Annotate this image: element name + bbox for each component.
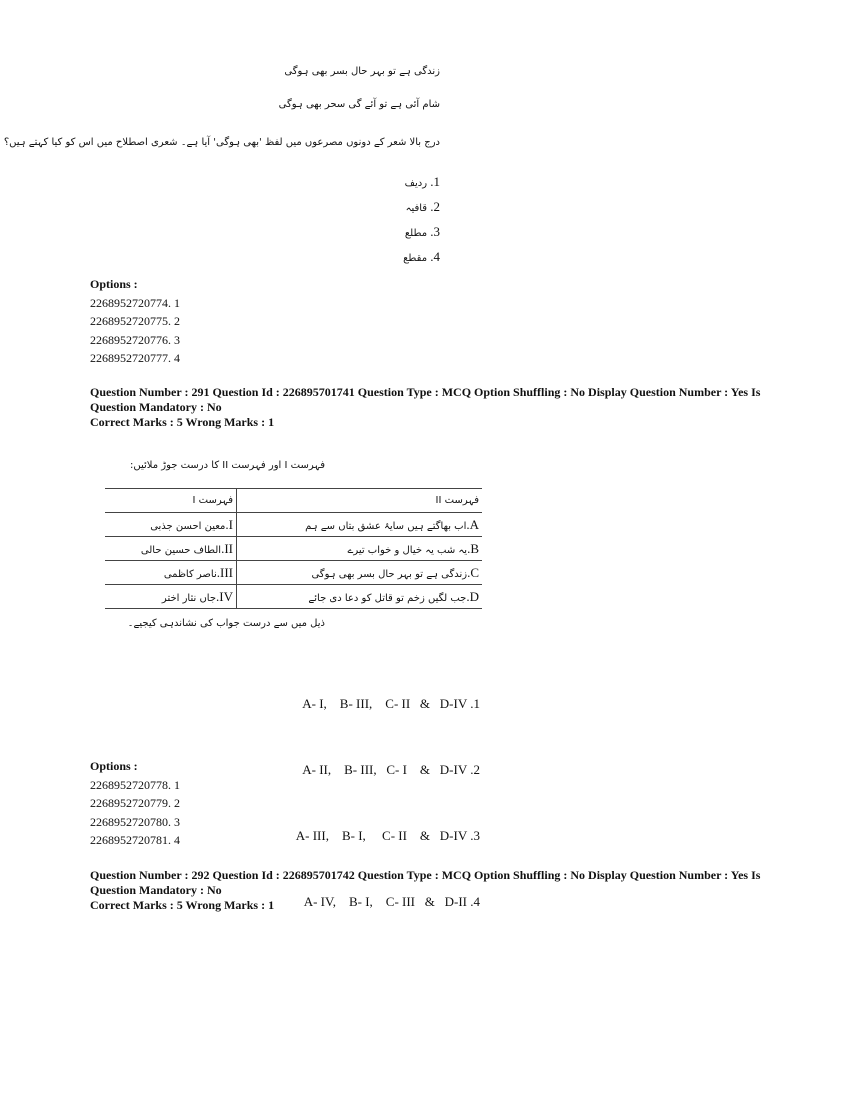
question-marks: Correct Marks : 5 Wrong Marks : 1	[90, 415, 275, 429]
option-item: 2268952720775. 2	[90, 314, 180, 328]
option-item: 2268952720780. 3	[90, 814, 180, 829]
choice: 3. مطلع	[404, 224, 440, 239]
table-row: D.جب لگیں زخم تو قاتل کو دعا دی جائے IV.جاں نثار اختر	[105, 585, 482, 609]
choice: 2. قافیہ	[405, 199, 440, 214]
poem-line-2: شام آئی ہے تو آئے گی سحر بھی ہوگی	[278, 99, 440, 110]
question-choices	[403, 170, 440, 270]
table-header: فہرست II فہرست I	[105, 489, 482, 513]
options-label: Options :	[90, 277, 138, 291]
question-meta: Question Number : 292 Question Id : 226895701742 Question Type : MCQ Option Shuffling : No Display Question Number : Yes Is Question Mandatory : No	[90, 868, 761, 897]
choice: A- IV, B- I, C- III & D-II .4	[303, 894, 480, 909]
option-item: 2268952720774. 1	[90, 295, 180, 310]
choice: A- III, B- I, C- II & D-IV .3	[295, 828, 480, 843]
match-instruction: فہرست I اور فہرست II کا درست جوڑ ملائیں:	[129, 460, 325, 471]
poem-line-1: زندگی ہے تو بہر حال بسر بھی ہوگی	[284, 66, 440, 77]
options-list	[90, 275, 180, 368]
question-meta: Question Number : 291 Question Id : 226895701741 Question Type : MCQ Option Shuffling : No Display Question Number : Yes Is Question Mandatory : No	[90, 385, 761, 414]
table-row: B.یہ شب یہ خیال و خواب تیرے II.الطاف حسین حالی	[105, 537, 482, 561]
option-item: 2268952720776. 3	[90, 332, 180, 347]
option-item: 2268952720779. 2	[90, 796, 180, 810]
match-table	[105, 488, 482, 609]
choice: 4. مقطع	[403, 249, 440, 264]
answer-prompt: ذیل میں سے درست جواب کی نشاندہی کیجیے۔	[127, 618, 325, 629]
option-item: 2268952720777. 4	[90, 351, 180, 365]
choice: A- II, B- III, C- I & D-IV .2	[302, 762, 480, 777]
options-list	[90, 757, 180, 850]
option-item: 2268952720781. 4	[90, 833, 180, 847]
choice: 1. ردیف	[404, 174, 440, 189]
question-text: درج بالا شعر کے دونوں مصرعوں میں لفظ 'بھی ہوگی' آیا ہے۔ شعری اصطلاح میں اس کو کیا کہتے ہیں؟	[3, 137, 440, 148]
question-marks: Correct Marks : 5 Wrong Marks : 1	[90, 898, 275, 912]
choice: A- I, B- III, C- II & D-IV .1	[302, 696, 480, 711]
table-row: C.زندگی ہے تو بہر حال بسر بھی ہوگی III.ناصر کاظمی	[105, 561, 482, 585]
option-item: 2268952720778. 1	[90, 777, 180, 792]
options-label: Options :	[90, 759, 138, 773]
table-row: A.اب بھاگتے ہیں سایۂ عشق بتاں سے ہم I.معین احسن جذبی	[105, 513, 482, 537]
